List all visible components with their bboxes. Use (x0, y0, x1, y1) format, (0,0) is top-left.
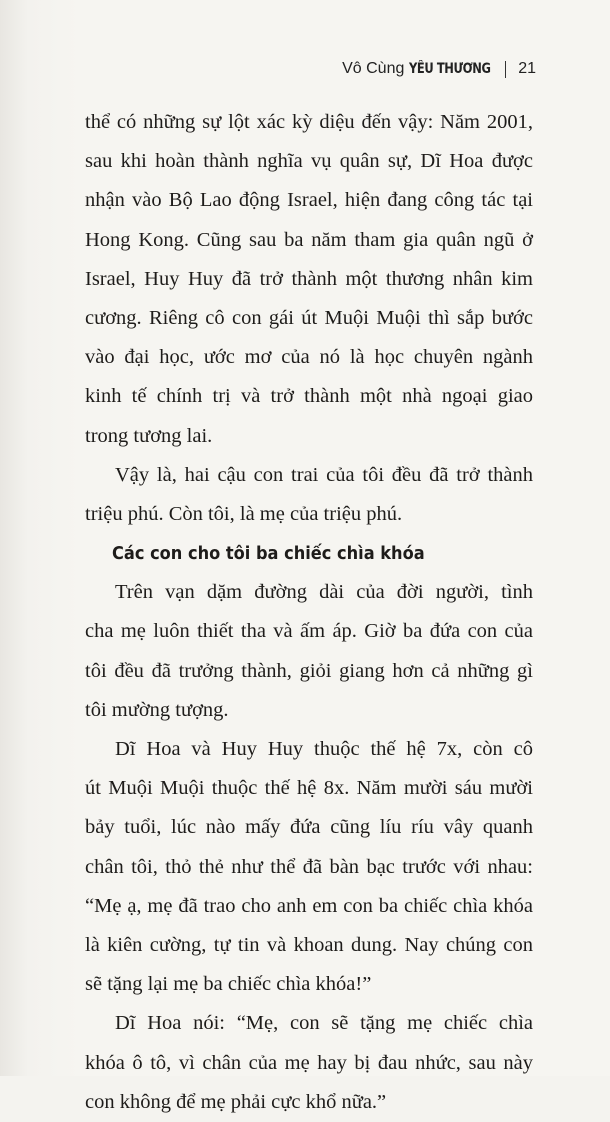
text-line: sau khi hoàn thành nghĩa vụ quân sự, Dĩ Hoa được (85, 150, 533, 173)
text-line: cha mẹ luôn thiết tha và ấm áp. Giờ ba đứa con của (85, 620, 533, 643)
text-line: vào đại học, ước mơ của nó là học chuyên ngành (85, 346, 533, 369)
text-line: Dĩ Hoa và Huy Huy thuộc thế hệ 7x, còn cô (115, 738, 533, 760)
running-head-divider (505, 61, 507, 78)
text-line: Vậy là, hai cậu con trai của tôi đều đã trở thành (115, 463, 533, 486)
text-line: nhận vào Bộ Lao động Israel, hiện đang công tác tại (85, 189, 533, 212)
running-head (342, 60, 536, 78)
text-line: chân tôi, thỏ thẻ như thể đã bàn bạc trước với nhau: (85, 855, 533, 878)
text-line: Trên vạn dặm đường dài của đời người, tình (115, 581, 533, 604)
text-line: kinh tế chính trị và trở thành một nhà ngoại giao (85, 385, 533, 408)
text-line: triệu phú. Còn tôi, là mẹ của triệu phú. (85, 502, 403, 525)
text-line: Hong Kong. Cũng sau ba năm tham gia quân ngũ ở (85, 228, 533, 251)
page-number: 21 (518, 60, 536, 77)
text-line: út Muội Muội thuộc thế hệ 8x. Năm mười sáu mười (85, 777, 533, 800)
text-line: khóa ô tô, vì chân của mẹ hay bị đau nhức, sau này (85, 1051, 533, 1074)
text-line: sẽ tặng lại mẹ ba chiếc chìa khóa!” (85, 973, 372, 996)
text-line: “Mẹ ạ, mẹ đã trao cho anh em con ba chiếc chìa khóa (85, 894, 533, 917)
running-head-title: Vô Cùng (342, 60, 405, 77)
text-line: Dĩ Hoa nói: “Mẹ, con sẽ tặng mẹ chiếc chìa (115, 1012, 533, 1035)
running-head-brand: YÊU THƯƠNG (409, 61, 491, 77)
section-heading: Các con cho tôi ba chiếc chìa khóa (112, 543, 425, 565)
text-line: tôi mường tượng. (85, 698, 229, 721)
text-line: tôi đều đã trưởng thành, giỏi giang hơn cả những gì (85, 659, 533, 682)
text-line: Israel, Huy Huy đã trở thành một thương nhân kim (85, 267, 533, 290)
text-line: cương. Riêng cô con gái út Muội Muội thì sắp bước (85, 306, 533, 329)
text-line: bảy tuổi, lúc nào mấy đứa cũng líu ríu vây quanh (85, 816, 533, 839)
text-line: con không để mẹ phải cực khổ nữa.” (85, 1090, 387, 1113)
text-line: là kiên cường, tự tin và khoan dung. Nay chúng con (85, 933, 533, 956)
body-text (85, 103, 533, 1122)
text-line: thể có những sự lột xác kỳ diệu đến vậy: Năm 2001, (85, 111, 533, 133)
text-line: trong tương lai. (85, 424, 213, 447)
